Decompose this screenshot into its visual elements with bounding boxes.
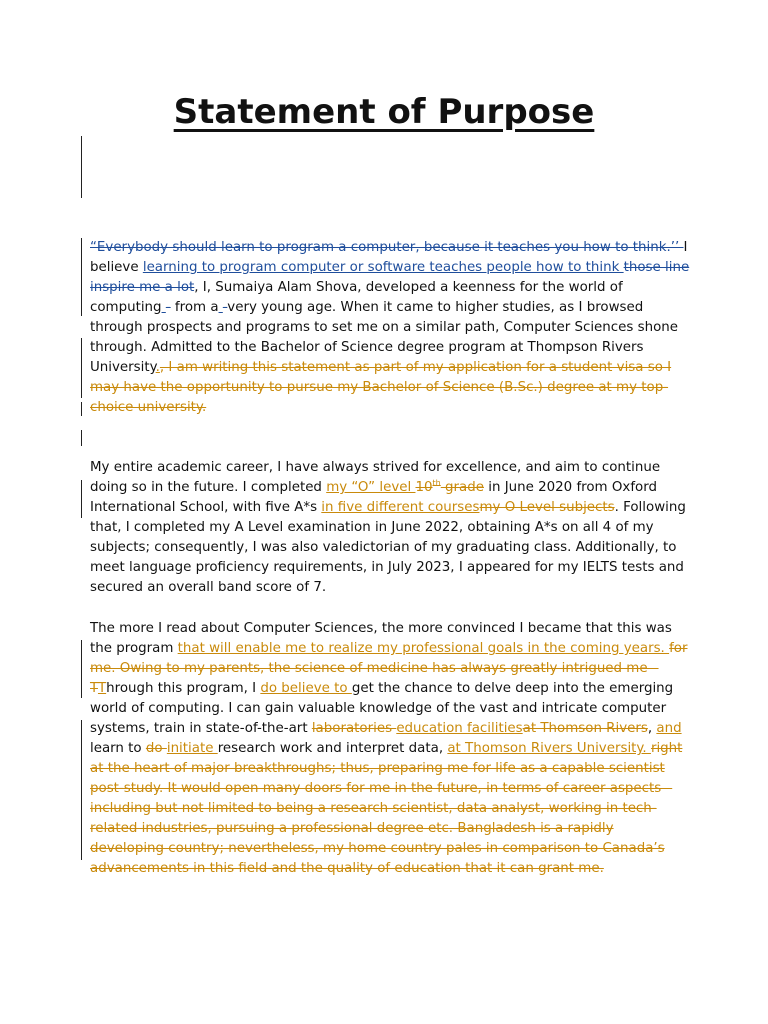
change-bar [81, 480, 82, 518]
inserted-text: my “O” level [326, 480, 416, 495]
change-bar [81, 720, 82, 860]
deleted-text: right at the heart of major breakthroughs; thus, preparing me for life as a capable scientist post-study. It would open many doors for me in the future, in terms of career aspects – including but not limited to being a research scientist, data analyst, working in tech-related industries, pursuing a professional degree etc. Bangladesh is a rapidly developing country; nevertheless, my home country pales in comparison to Canada’s advancements in this field and the quality of education that it can grant me. [90, 741, 683, 876]
deleted-text: for me. Owing to my parents, the science of medicine has always greatly intrigued me – T [90, 641, 688, 696]
deleted-text-superscript: th [432, 478, 441, 488]
change-bar [81, 136, 82, 198]
inserted-text: T [97, 681, 107, 696]
body-text: from a [170, 300, 219, 315]
body-text: I believe [90, 240, 688, 275]
deleted-text: - [222, 300, 228, 315]
body-text: . Following that, I completed my A Level examination in June 2022, obtaining A*s on all 4 of my subjects; consequently, I was also valedictorian of my graduating class. Additionally, to meet language proficiency requirements, in July 2023, I appeared for my IELTS tests and secured an overall band score of 7. [90, 500, 686, 595]
deleted-text-number: 10 [415, 480, 433, 495]
paragraph-program [90, 619, 690, 879]
inserted-text: at Thomson Rivers University. [447, 741, 651, 756]
deleted-text: “Everybody should learn to program a computer, because it teaches you how to think.’’ [90, 240, 684, 255]
deleted-text: those line inspire me a lot [90, 260, 690, 295]
deleted-text-word: grade [440, 480, 484, 495]
body-text: , I, Sumaiya Alam Shova, developed a keenness for the world of computing [90, 280, 623, 315]
inserted-text: do believe to [260, 681, 352, 696]
body-text: The more I read about Computer Sciences, the more convinced I became that this was the program [90, 621, 672, 656]
change-bar [81, 640, 82, 698]
body-text: My entire academic career, I have always strived for excellence, and aim to continue doing so in the future. I completed [90, 460, 661, 495]
deleted-text: my O Level subjects [479, 500, 615, 515]
deleted-text: , I am writing this statement as part of my application for a student visa so I may have the opportunity to pursue my Bachelor of Science (B.Sc.) degree at my top-choice university. [90, 360, 672, 415]
change-bar [81, 402, 82, 416]
change-bar [81, 238, 82, 316]
body-text: get the chance to delve deep into the emerging world of computing. I can gain valuable knowledge of the vast and intricate computer systems, train in state-of-the-art [90, 681, 674, 736]
inserted-text: initiate [166, 741, 218, 756]
deleted-text: - [165, 300, 171, 315]
document-title: Statement of Purpose [173, 92, 595, 132]
inserted-text: that will enable me to realize my professional goals in the coming years. [177, 641, 670, 656]
deleted-text: at Thomson Rivers [522, 721, 648, 736]
inserted-text: learning to program computer or software teaches people how to think [142, 260, 624, 275]
inserted-text: in five different courses [321, 500, 480, 515]
body-text: in June 2020 from Oxford International School, with five A*s [90, 480, 658, 515]
paragraph-academics [90, 458, 690, 598]
paragraph-intro [90, 238, 690, 418]
change-bar [81, 430, 82, 446]
inserted-text: education facilities [396, 721, 523, 736]
deleted-text [415, 480, 483, 495]
deleted-text: do [145, 741, 167, 756]
body-text: very young age. When it came to higher studies, as I browsed through prospects and programs to set me on a similar path, Computer Sciences shone through. Admitted to the Bachelor of Science degree program at Thompson Rivers University [90, 300, 678, 375]
body-text: research work and interpret data, [217, 741, 448, 756]
inserted-text: and [656, 721, 682, 736]
body-text: hrough this program, I [106, 681, 261, 696]
change-bar [81, 338, 82, 398]
body-text: learn to [90, 741, 146, 756]
inserted-text: . [155, 360, 160, 375]
deleted-text: laboratories [311, 721, 397, 736]
body-text: , [647, 721, 657, 736]
